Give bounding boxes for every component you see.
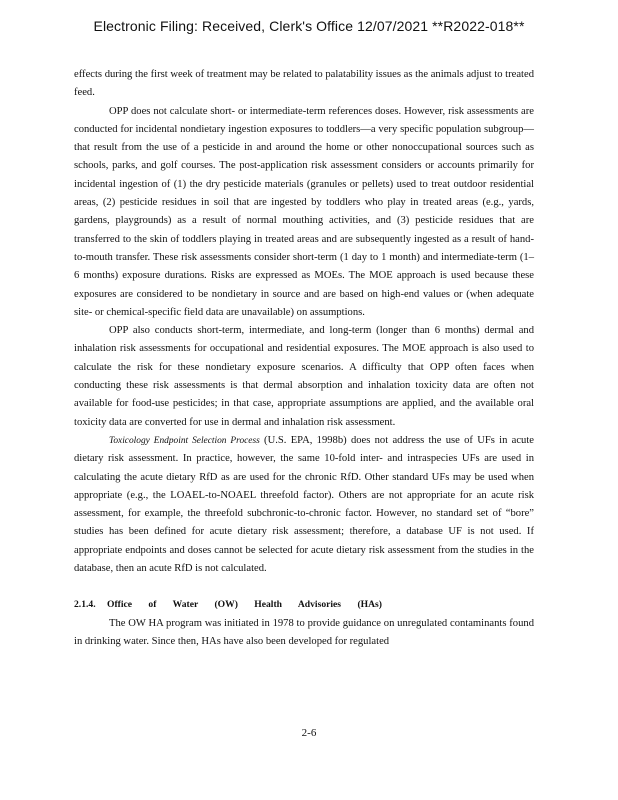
section-heading	[74, 596, 534, 614]
section-title: Office of Water (OW) Health Advisories (HAs)	[107, 599, 382, 611]
section-number: 2.1.4.	[74, 599, 96, 611]
paragraph-acute-dietary-ufs	[74, 432, 534, 578]
paragraph-dermal-inhalation: OPP also conducts short-term, intermediate, and long-term (longer than 6 months) dermal and inhalation risk assessments for occupational and residential exposures. The MOE approach is also used to calculate the risk for these nondietary exposure scenarios. A difficulty that OPP often faces when conducting these risk assessments is that dermal absorption and inhalation toxicity data are often not available for food-use pesticides; in that case, appropriate assumptions are applied, and the available oral toxicity data are converted for use in dermal and inhalation risk assessment.	[74, 325, 534, 428]
paragraph-acute-dietary-text: (U.S. EPA, 1998b) does not address the use of UFs in acute dietary risk assessment. In practice, however, the same 10-fold inter- and intraspecies UFs are used in calculating the acute dietary RfD as are used for the chronic RfD. Other standard UFs may be used when appropriate (e.g., the LOAEL-to-NOAEL threefold factor). Others are not appropriate for an acute risk assessment, for example, the threefold subchronic-to-chronic factor. However, no standard set of “bore” studies has been defined for acute dietary risk assessment; therefore, a database UF is not used. If appropriate endpoints and doses cannot be selected for acute dietary risk assessment from the studies in the database, then an acute RfD is not calculated.	[74, 434, 534, 575]
italic-document-title: Toxicology Endpoint Selection Process	[109, 435, 260, 446]
paragraph-continuation: effects during the first week of treatment may be related to palatability issues as the animals adjust to treated feed.	[74, 69, 534, 99]
document-body	[74, 66, 534, 651]
filing-stamp-header: Electronic Filing: Received, Clerk's Office 12/07/2021 **R2022-018**	[93, 18, 525, 34]
paragraph-ow-ha-program: The OW HA program was initiated in 1978 to provide guidance on unregulated contaminants found in drinking water. Since then, HAs have also been developed for regulated	[74, 617, 534, 647]
paragraph-short-intermediate-term: OPP does not calculate short- or intermediate-term references doses. However, risk assessments are conducted for incidental nondietary ingestion exposures to toddlers—a very specific population subgroup—that result from the use of a pesticide in and around the home or other nonoccupational sources such as schools, parks, and golf courses. The post-application risk assessment considers or accounts primarily for incidental ingestion of (1) the dry pesticide materials (granules or pellets) used to treat outdoor residential areas, (2) pesticide residues in soil that are ingested by toddlers who play in treated areas (e.g., yards, gardens, playgrounds) as a result of normal mouthing activities, and (3) pesticide residues that are transferred to the skin of toddlers playing in treated areas and are subsequently ingested as a result of hand-to-mouth transfer. These risk assessments consider short-term (1 day to 1 month) and intermediate-term (1–6 months) exposure durations. Risks are expressed as MOEs. The MOE approach is used because these exposures are considered to be nondietary in source and are based on high-end values or (when adequate site- or chemical-specific field data are unavailable) on assumptions.	[74, 105, 534, 318]
page-number: 2-6	[301, 727, 317, 739]
